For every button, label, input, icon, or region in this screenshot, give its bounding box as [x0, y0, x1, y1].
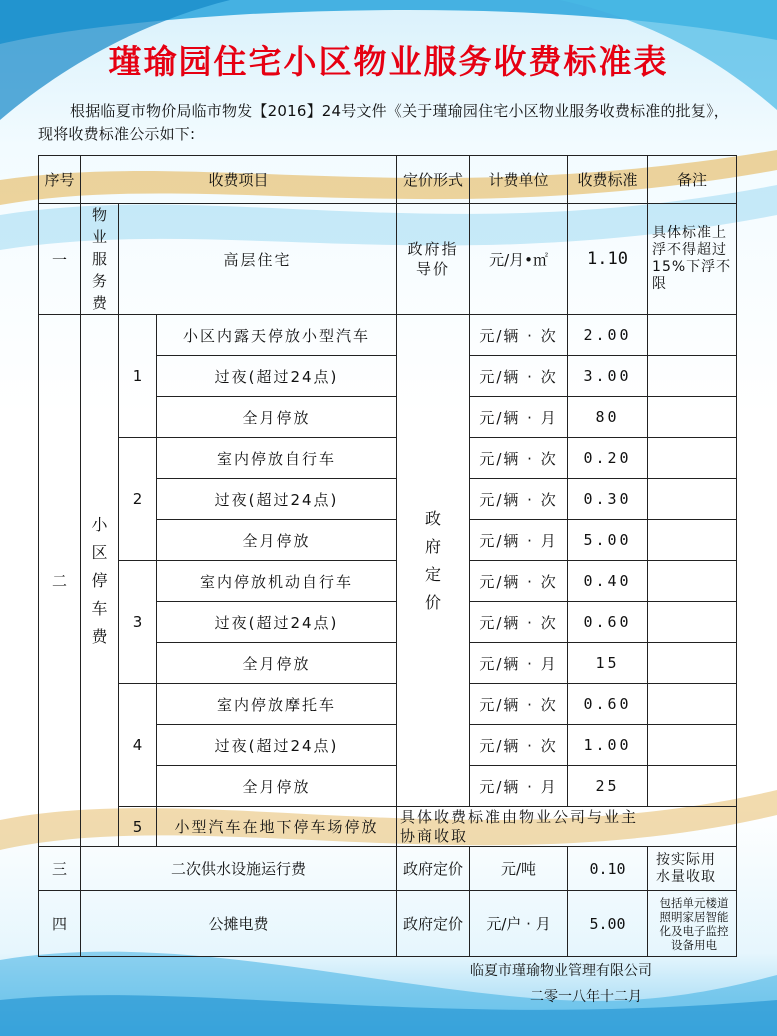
- unit-cell: 元/辆 · 月: [470, 766, 568, 807]
- header-pricing-form: 定价形式: [397, 156, 470, 204]
- standard-cell: 25: [568, 766, 648, 807]
- unit-cell: 元/辆 · 次: [470, 561, 568, 602]
- header-note: 备注: [648, 156, 737, 204]
- item-cell: 全月停放: [157, 397, 397, 438]
- unit-cell: 元/辆 · 次: [470, 356, 568, 397]
- pricing-form-cell: 政府定价: [397, 847, 470, 891]
- item-cell: 全月停放: [157, 766, 397, 807]
- table-row: [39, 315, 737, 356]
- underground-note-text: 具体收费标准由物业公司与业主协商收取: [400, 807, 639, 845]
- table-row: [39, 561, 737, 602]
- group-num-cell: 5: [119, 807, 157, 847]
- unit-cell: 元/户 · 月: [470, 891, 568, 957]
- note-cell: [648, 602, 737, 643]
- standard-cell: 0.60: [568, 684, 648, 725]
- table-row-property-fee: [39, 204, 737, 315]
- table-row-water: [39, 847, 737, 891]
- note-cell: [648, 356, 737, 397]
- table-row-underground: [39, 807, 737, 847]
- seq-cell: 一: [39, 204, 81, 315]
- note-cell: [648, 204, 737, 315]
- standard-cell: 1.00: [568, 725, 648, 766]
- note-cell: [648, 561, 737, 602]
- note-cell: [648, 891, 737, 957]
- item-cell: 高层住宅: [119, 204, 397, 315]
- pricing-form-text: 政府指导价: [407, 240, 459, 278]
- note-text: 按实际用水量收取: [656, 851, 717, 885]
- category-vertical-text: 小区停车费: [91, 514, 108, 646]
- standard-cell: 80: [568, 397, 648, 438]
- group-num-cell: 1: [119, 315, 157, 438]
- standard-cell: 0.30: [568, 479, 648, 520]
- pricing-form-cell: [397, 315, 470, 807]
- standard-cell: 5.00: [568, 891, 648, 957]
- header-item: 收费项目: [81, 156, 397, 204]
- intro-paragraph: 根据临夏市物价局临市物发【2016】24号文件《关于瑾瑜园住宅小区物业服务收费标准的批复》，现将收费标准公示如下:: [38, 102, 729, 143]
- group-num-cell: 4: [119, 684, 157, 807]
- unit-cell: 元/吨: [470, 847, 568, 891]
- company-name: 临夏市瑾瑜物业管理有限公司: [470, 963, 652, 979]
- unit-cell: 元/辆 · 月: [470, 643, 568, 684]
- issue-date: 二零一八年十二月: [530, 989, 642, 1005]
- group-num-cell: 3: [119, 561, 157, 684]
- item-cell: 小型汽车在地下停车场停放: [157, 807, 397, 847]
- standard-cell: 2.00: [568, 315, 648, 356]
- pricing-form-cell: [397, 204, 470, 315]
- table-header-row: [39, 156, 737, 204]
- header-standard: 收费标准: [568, 156, 648, 204]
- standard-cell: 0.10: [568, 847, 648, 891]
- header-unit: 计费单位: [470, 156, 568, 204]
- unit-cell: 元/辆 · 月: [470, 397, 568, 438]
- unit-cell: 元/月•㎡: [470, 204, 568, 315]
- category-cell: [81, 315, 119, 847]
- table-row-electricity: [39, 891, 737, 957]
- table-row: [39, 684, 737, 725]
- note-text: 具体标准上浮不得超过15%下浮不限: [652, 225, 732, 292]
- item-cell: 全月停放: [157, 520, 397, 561]
- header-seq: 序号: [39, 156, 81, 204]
- standard-cell: 0.60: [568, 602, 648, 643]
- underground-note-cell: [397, 807, 737, 847]
- item-cell: 室内停放摩托车: [157, 684, 397, 725]
- item-cell: 公摊电费: [81, 891, 397, 957]
- fee-table: [38, 155, 737, 957]
- seq-cell: 二: [39, 315, 81, 847]
- seq-cell: 四: [39, 891, 81, 957]
- item-cell: 过夜(超过24点): [157, 602, 397, 643]
- category-cell: [81, 204, 119, 315]
- unit-cell: 元/辆 · 次: [470, 602, 568, 643]
- pricing-form-vertical-text: 政府定价: [425, 508, 442, 612]
- item-cell: 过夜(超过24点): [157, 725, 397, 766]
- seq-cell: 三: [39, 847, 81, 891]
- standard-cell: 0.40: [568, 561, 648, 602]
- group-num-cell: 2: [119, 438, 157, 561]
- note-cell: [648, 315, 737, 356]
- note-text: 包括单元楼道照明家居智能化及电子监控设备用电: [659, 895, 729, 952]
- pricing-form-cell: 政府定价: [397, 891, 470, 957]
- standard-cell: 1.10: [568, 204, 648, 315]
- note-cell: [648, 397, 737, 438]
- item-cell: 全月停放: [157, 643, 397, 684]
- page-title: 瑾瑜园住宅小区物业服务收费标准表: [108, 42, 669, 81]
- item-cell: 过夜(超过24点): [157, 479, 397, 520]
- item-cell: 室内停放机动自行车: [157, 561, 397, 602]
- unit-cell: 元/辆 · 次: [470, 479, 568, 520]
- unit-cell: 元/辆 · 次: [470, 684, 568, 725]
- unit-cell: 元/辆 · 次: [470, 438, 568, 479]
- table-row: [39, 438, 737, 479]
- standard-cell: 5.00: [568, 520, 648, 561]
- note-cell: [648, 847, 737, 891]
- intro-text: [38, 100, 743, 146]
- unit-cell: 元/辆 · 次: [470, 725, 568, 766]
- footer: [470, 958, 750, 1010]
- unit-cell: 元/辆 · 月: [470, 520, 568, 561]
- note-cell: [648, 643, 737, 684]
- note-cell: [648, 520, 737, 561]
- item-cell: 小区内露天停放小型汽车: [157, 315, 397, 356]
- note-cell: [648, 684, 737, 725]
- note-cell: [648, 766, 737, 807]
- standard-cell: 3.00: [568, 356, 648, 397]
- item-cell: 二次供水设施运行费: [81, 847, 397, 891]
- standard-cell: 15: [568, 643, 648, 684]
- note-cell: [648, 479, 737, 520]
- standard-cell: 0.20: [568, 438, 648, 479]
- category-vertical-text: 物业服务费: [91, 206, 107, 312]
- note-cell: [648, 725, 737, 766]
- item-cell: 过夜(超过24点): [157, 356, 397, 397]
- unit-cell: 元/辆 · 次: [470, 315, 568, 356]
- item-cell: 室内停放自行车: [157, 438, 397, 479]
- note-cell: [648, 438, 737, 479]
